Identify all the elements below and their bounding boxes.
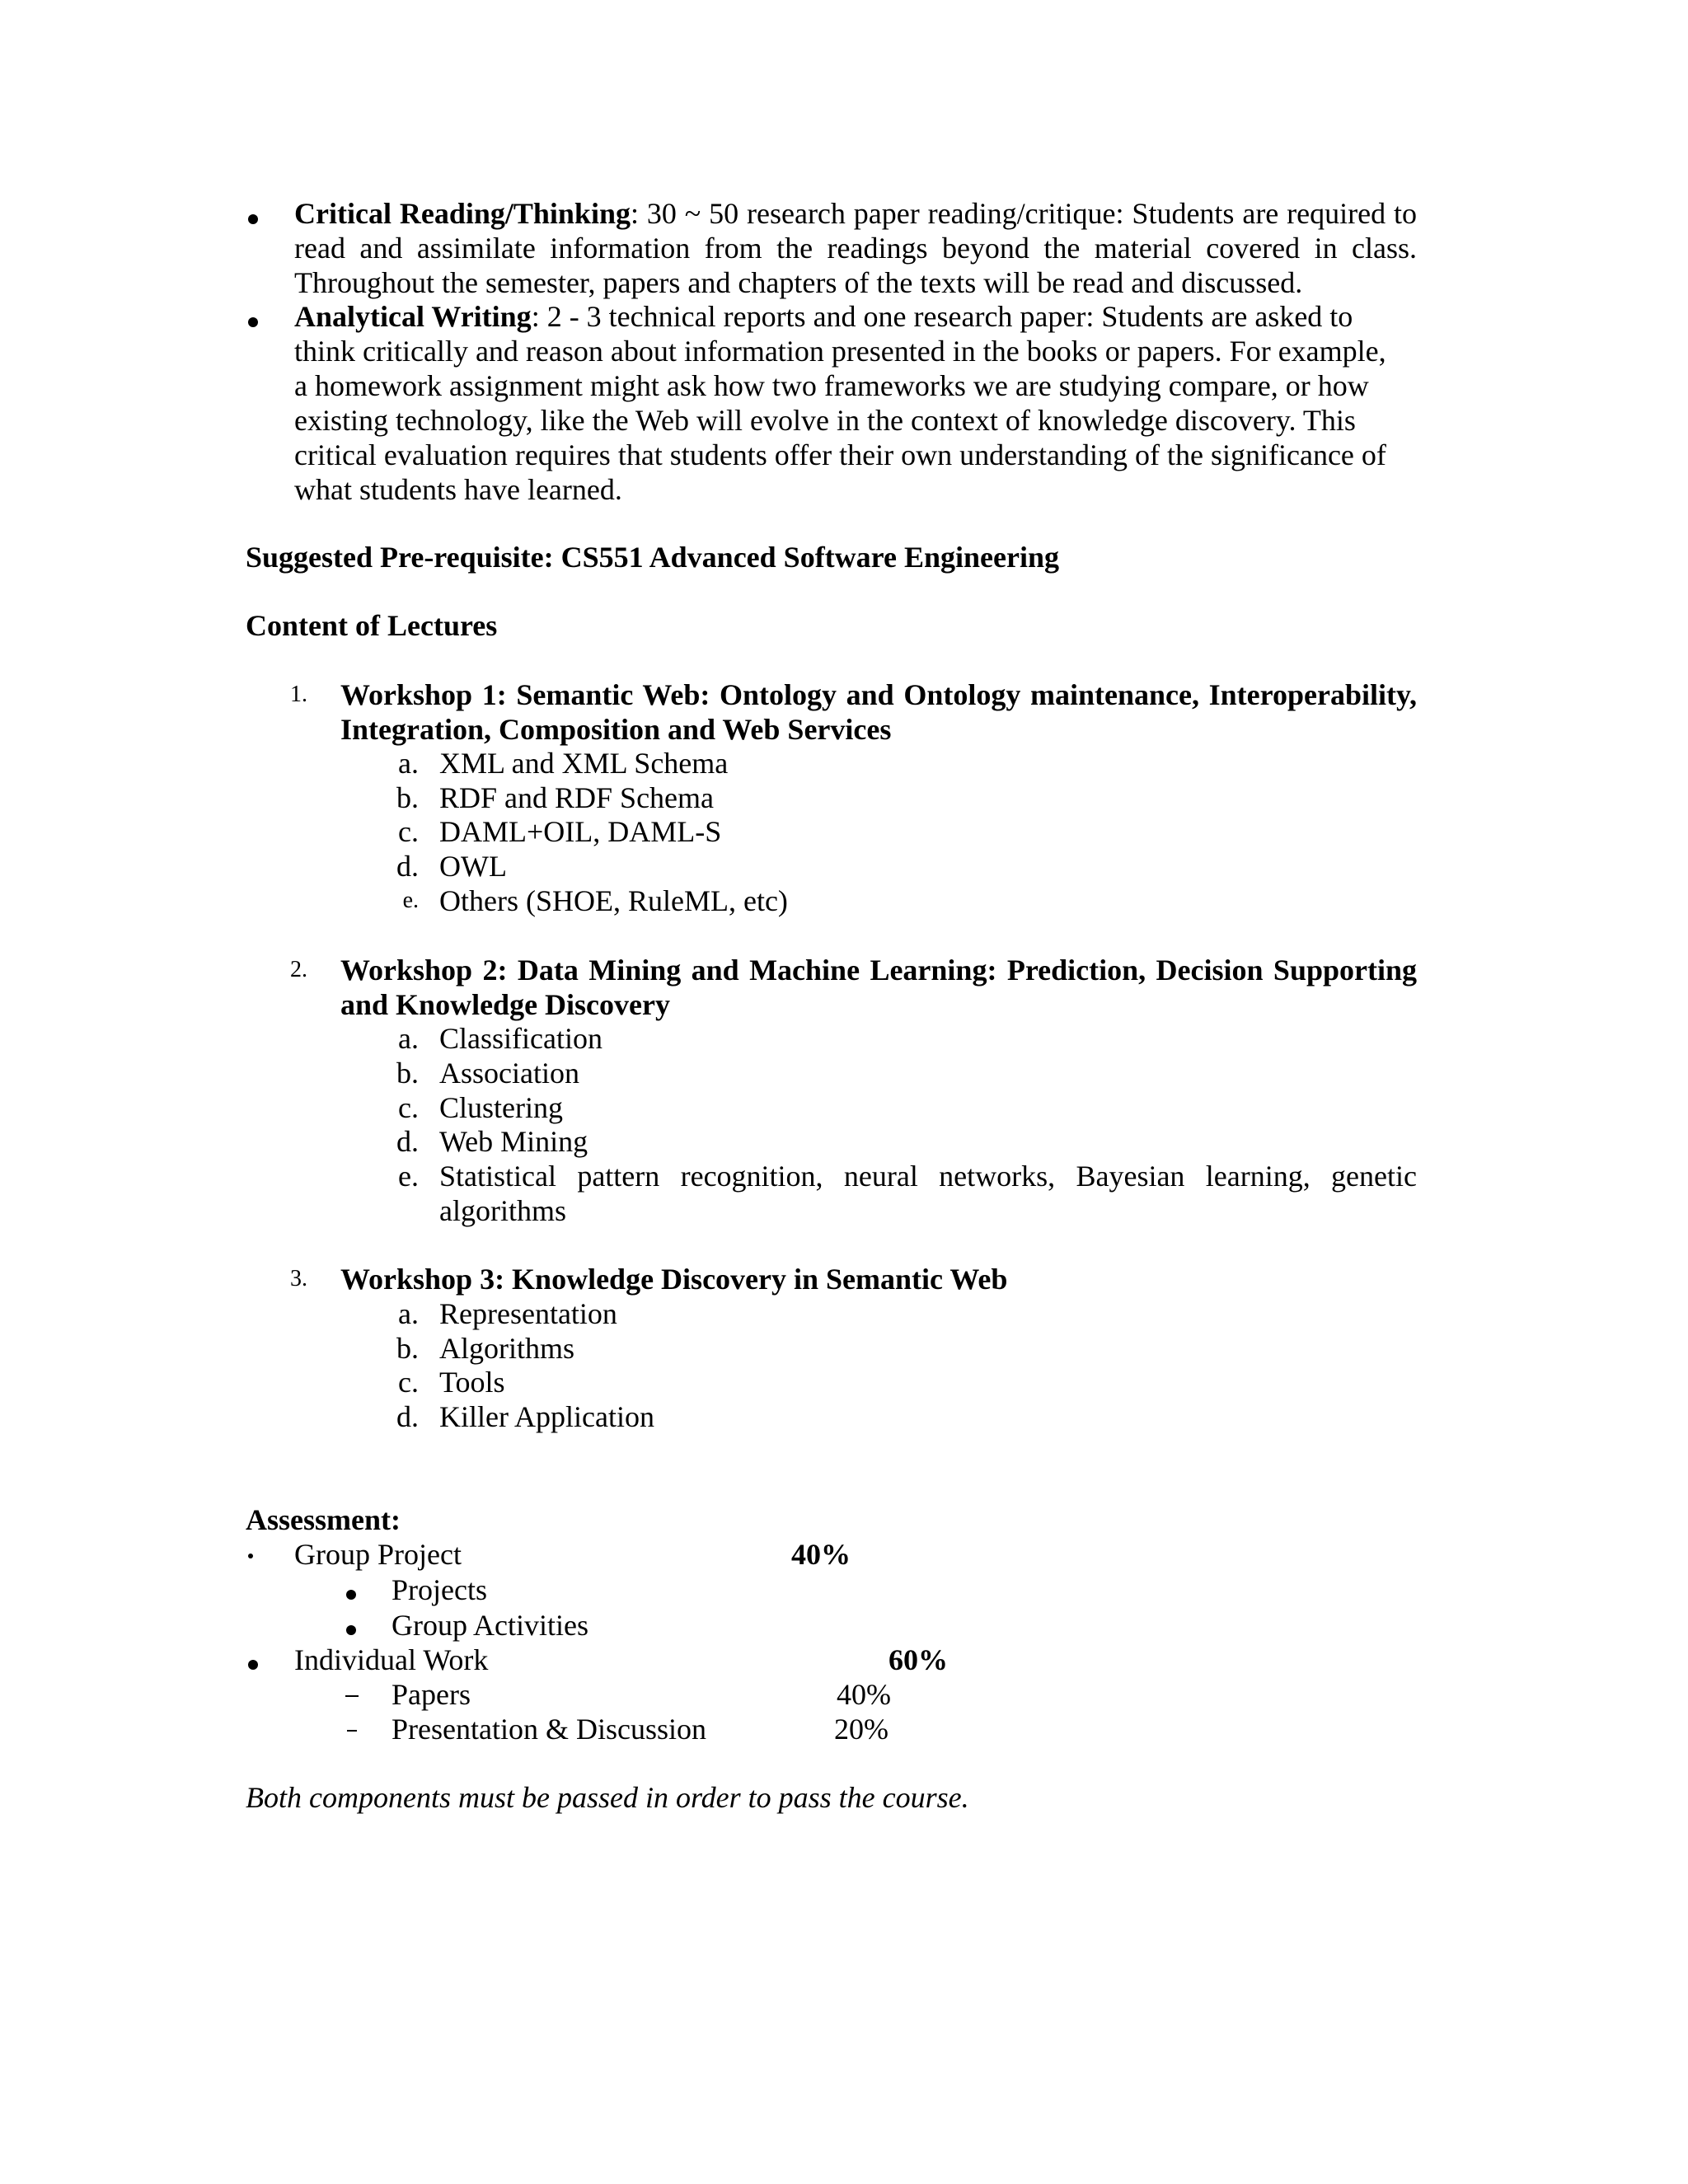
workshop-2-title: Workshop 2: Data Mining and Machine Learning: Prediction, Decision Supporting and Knowledge Discovery — [340, 954, 1417, 1021]
workshop-1-number: 1. — [290, 682, 307, 707]
workshop-1-item: OWL — [439, 850, 507, 883]
bullet-icon — [346, 1590, 356, 1600]
workshop-3-item: Algorithms — [439, 1332, 575, 1365]
workshop-1-title: Workshop 1: Semantic Web: Ontology and Ontology maintenance, Interoperability, Integration, Composition and Web Services — [340, 678, 1417, 746]
workshop-1-item: XML and XML Schema — [439, 747, 729, 780]
workshop-2-item: Association — [439, 1057, 579, 1090]
group-project-item: Group Activities — [392, 1609, 588, 1642]
individual-work-item: Papers — [392, 1678, 471, 1711]
critical-reading-text: : 30 ~ 50 research paper reading/critique: Students are required to read and assimilate information from the readings beyond the material covered in class. Throughout the semester, papers and chapters of the texts will be read and discussed. — [294, 197, 1417, 299]
workshop-2-item: Classification — [439, 1022, 603, 1055]
bullet-icon — [248, 214, 258, 224]
bullet-icon — [248, 1660, 258, 1670]
pass-requirement-note: Both components must be passed in order to pass the course. — [246, 1781, 969, 1814]
workshop-3-item-letter: c. — [398, 1366, 419, 1399]
individual-work-item-percent: 20% — [834, 1713, 889, 1746]
content-of-lectures-heading: Content of Lectures — [246, 609, 498, 642]
workshop-2-item: Clustering — [439, 1091, 563, 1124]
bullet-icon — [346, 1625, 356, 1635]
workshop-2-number: 2. — [290, 957, 307, 982]
individual-work-percent: 60% — [889, 1643, 948, 1676]
analytical-writing-label: Analytical Writing — [294, 300, 532, 333]
workshop-3-item-letter: a. — [398, 1297, 419, 1330]
workshop-3-item: Representation — [439, 1297, 617, 1330]
workshop-1-item: Others (SHOE, RuleML, etc) — [439, 884, 788, 917]
assessment-heading: Assessment: — [246, 1503, 401, 1536]
workshop-2-item-letter: c. — [398, 1091, 419, 1124]
dash-icon — [345, 1695, 359, 1697]
critical-reading-label: Critical Reading/Thinking — [294, 197, 631, 230]
analytical-writing-paragraph — [294, 299, 1399, 507]
workshop-3-item: Killer Application — [439, 1400, 654, 1433]
individual-work-label: Individual Work — [294, 1643, 489, 1676]
individual-work-item-percent: 40% — [837, 1678, 891, 1711]
workshop-2-item-letter: e. — [398, 1160, 419, 1193]
workshop-2-item-letter: a. — [398, 1022, 419, 1055]
workshop-3-title: Workshop 3: Knowledge Discovery in Semantic Web — [340, 1263, 1008, 1296]
workshop-2-item-letter: b. — [396, 1057, 419, 1090]
workshop-3-number: 3. — [290, 1266, 307, 1291]
critical-reading-paragraph — [294, 196, 1417, 300]
workshop-1-item: DAML+OIL, DAML-S — [439, 815, 722, 848]
dash-icon — [347, 1730, 357, 1732]
workshop-1-item: RDF and RDF Schema — [439, 781, 714, 814]
bullet-icon — [248, 317, 258, 327]
workshop-2-item-letter: d. — [396, 1125, 419, 1158]
workshop-1-item-letter: e. — [402, 888, 419, 913]
workshop-3-item-letter: d. — [396, 1400, 419, 1433]
workshop-3-item: Tools — [439, 1366, 505, 1399]
analytical-writing-text: : 2 - 3 technical reports and one research paper: Students are asked to think critically and reason about information presented in the books or papers. For example, a homework assignment might ask how two frameworks we are studying compare, or how existing technology, like the Web will evolve in the context of knowledge discovery. This critical evaluation requires that students offer their own understanding of the significance of what students have learned. — [294, 300, 1386, 506]
group-project-item: Projects — [392, 1573, 487, 1606]
group-project-label: Group Project — [294, 1538, 462, 1571]
individual-work-item: Presentation & Discussion — [392, 1713, 706, 1746]
workshop-1-item-letter: b. — [396, 781, 419, 814]
bullet-icon — [248, 1554, 253, 1558]
workshop-3-item-letter: b. — [396, 1332, 419, 1365]
workshop-1-item-letter: d. — [396, 850, 419, 883]
prerequisite-heading: Suggested Pre-requisite: CS551 Advanced Software Engineering — [246, 541, 1059, 574]
workshop-2-item: Statistical pattern recognition, neural networks, Bayesian learning, genetic algorithms — [439, 1160, 1417, 1227]
workshop-1-item-letter: a. — [398, 747, 419, 780]
workshop-2-item: Web Mining — [439, 1125, 588, 1158]
group-project-percent: 40% — [791, 1538, 851, 1571]
workshop-1-item-letter: c. — [398, 815, 419, 848]
